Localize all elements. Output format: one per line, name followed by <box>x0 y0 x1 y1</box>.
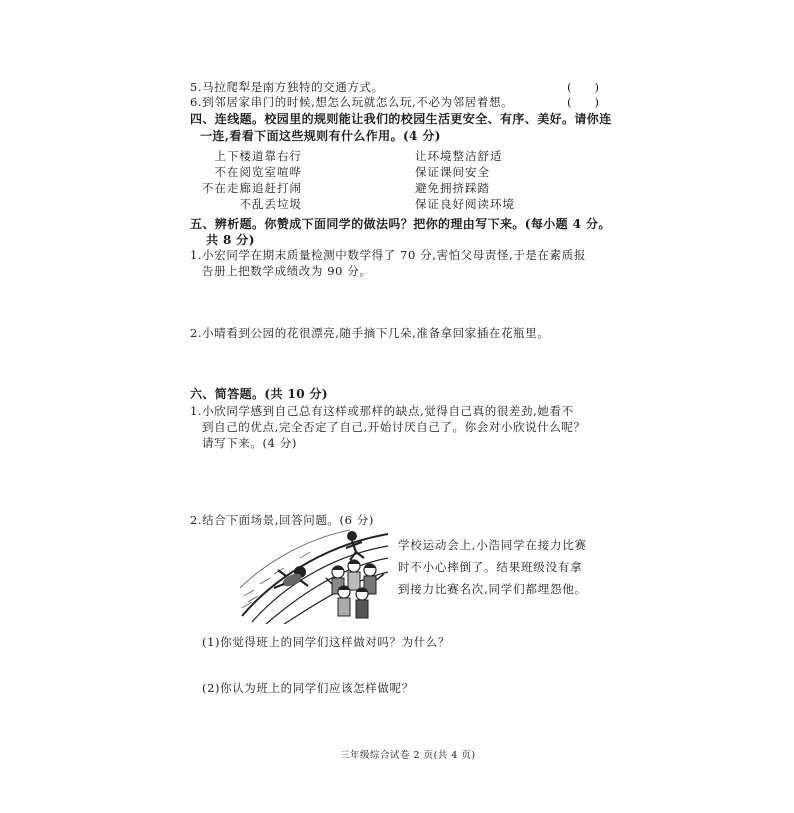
rule-left-3[interactable]: 不在走廊追赶打闹 <box>202 181 302 195</box>
rule-effect-4[interactable]: 保证良好阅读环境 <box>415 197 515 211</box>
relay-race-illustration <box>240 528 390 624</box>
rule-effect-3[interactable]: 避免拥挤踩踏 <box>415 181 490 195</box>
section-6-subquestion-1: (1)你觉得班上的同学们这样做对吗？为什么？ <box>202 635 450 649</box>
section-4-title-cont: 一连,看看下面这些规则有什么作用。(4 分) <box>200 129 441 143</box>
section-6-question-2: 2.结合下面场景,回答问题。(6 分) <box>190 513 374 527</box>
rule-left-2[interactable]: 不在阅览室喧哗 <box>214 165 302 179</box>
rule-left-4[interactable]: 不乱丢垃圾 <box>239 197 302 211</box>
rule-effect-1[interactable]: 让环境整洁舒适 <box>415 149 503 163</box>
section-6-question-1: 1.小欣同学感到自己总有这样或那样的缺点,觉得自己真的很差劲,她看不 <box>190 404 574 418</box>
section-6-question-1-end: 请写下来。(4 分) <box>202 436 297 450</box>
judgement-item-6: 6.到邻居家串门的时候,想怎么玩就怎么玩,不必为邻居着想。 <box>190 95 514 109</box>
section-4-title: 四、连线题。校园里的规则能让我们的校园生活更安全、有序、美好。请你连 <box>190 112 612 126</box>
page-footer: 三年级综合试卷 2 页(共 4 页) <box>340 750 476 761</box>
rule-effect-2[interactable]: 保证课间安全 <box>415 165 490 179</box>
section-5-question-1-cont: 告册上把数学成绩改为 90 分。 <box>202 264 372 278</box>
scene-caption: 学校运动会上,小浩同学在接力比赛时不小心摔倒了。结果班级没有拿到接力比赛名次,同学们都埋怨他。 <box>398 538 587 596</box>
section-6-title: 六、简答题。(共 10 分) <box>190 387 329 401</box>
section-6-subquestion-2: (2)你认为班上的同学们应该怎样做呢？ <box>202 681 414 695</box>
answer-blank-6[interactable]: ( ) <box>567 95 599 109</box>
section-5-title-cont: 共 8 分) <box>206 233 255 247</box>
judgement-item-5: 5.马拉爬犁是南方独特的交通方式。 <box>190 80 384 94</box>
section-5-title: 五、辨析题。你赞成下面同学的做法吗？把你的理由写下来。(每小题 4 分。 <box>190 217 611 231</box>
section-6-question-1-cont: 到自己的优点,完全否定了自己,开始讨厌自己了。你会对小欣说什么呢？ <box>202 420 586 434</box>
section-5-question-2: 2.小晴看到公园的花很漂亮,随手摘下几朵,准备拿回家插在花瓶里。 <box>190 326 550 340</box>
rule-left-1[interactable]: 上下楼道靠右行 <box>214 149 302 163</box>
answer-blank-5[interactable]: ( ) <box>567 80 599 94</box>
section-5-question-1: 1.小宏同学在期末质量检测中数学得了 70 分,害怕父母责怪,于是在素质报 <box>190 248 586 262</box>
